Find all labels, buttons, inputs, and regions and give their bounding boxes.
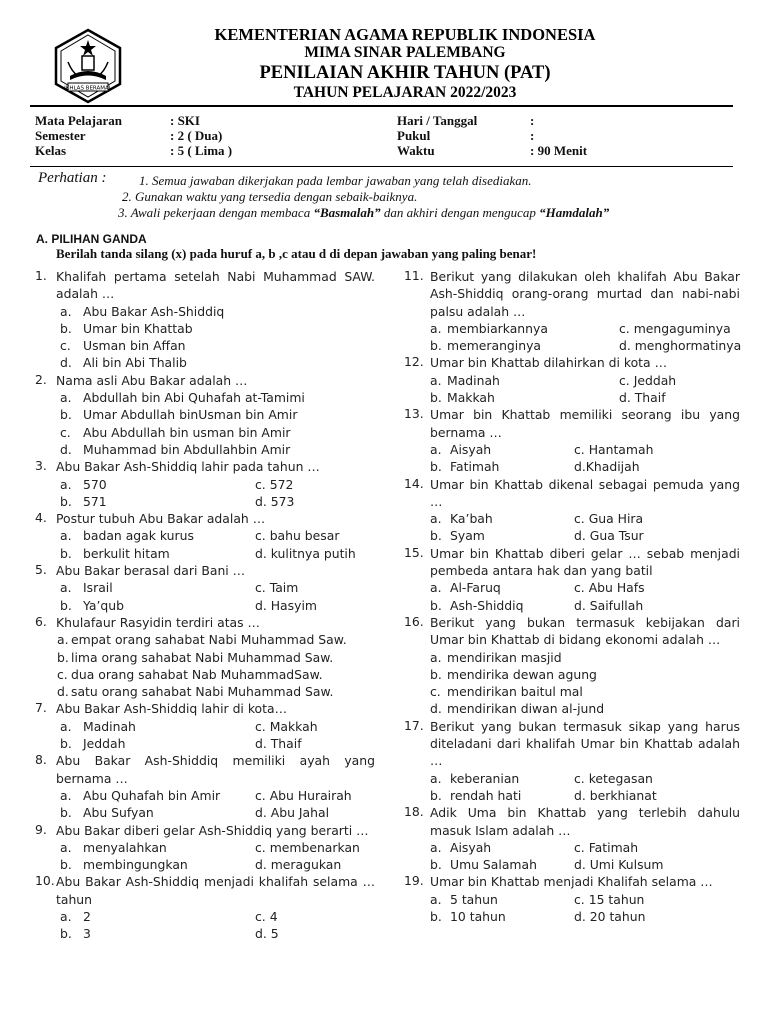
- questions-left-column: [35, 268, 375, 943]
- option-letter[interactable]: b.: [430, 528, 442, 544]
- question-text: Abu Bakar Ash-Shiddiq lahir di kota…: [56, 701, 287, 717]
- option-text: Abu Bakar Ash-Shiddiq: [83, 303, 225, 319]
- option-text: Madinah: [447, 372, 500, 388]
- note-3: 3. Awali pekerjaan dengan membaca “Basmalah” dan akhiri dengan mengucap “Hamdalah”: [118, 205, 610, 220]
- option-text[interactable]: d. Thaif: [619, 390, 666, 406]
- option-letter[interactable]: a.: [60, 528, 72, 544]
- option-row[interactable]: [404, 908, 740, 925]
- option-letter[interactable]: d.: [60, 355, 72, 371]
- option-text: Ka’bah: [450, 511, 493, 527]
- option-text[interactable]: d. 573: [255, 493, 295, 509]
- option-text: mendirikan baitul mal: [447, 684, 583, 700]
- question-number: 3.: [35, 458, 47, 474]
- question-text: Berikut yang dilakukan oleh khalifah Abu Bakar Ash-Shiddiq orang-orang murtad dan nabi-nabi palsu adalah …: [430, 269, 740, 319]
- option-text: Madinah: [83, 718, 136, 734]
- question-10: [35, 873, 375, 942]
- question-13: [404, 406, 740, 475]
- option-text: Abu Quhafah bin Amir: [83, 787, 221, 803]
- question-number: 9.: [35, 821, 47, 837]
- question-7: [35, 700, 375, 752]
- option-text[interactable]: d. Abu Jahal: [255, 805, 330, 821]
- option-row[interactable]: [35, 908, 375, 925]
- question-number: 7.: [35, 700, 47, 716]
- question-number: 15.: [404, 544, 424, 560]
- kemenag-logo-icon: [48, 26, 128, 106]
- kelas-value: : 5 ( Lima ): [170, 143, 233, 158]
- option-text: Abdullah bin Abi Quhafah at-Tamimi: [83, 390, 305, 406]
- question-text: Umar bin Khattab diberi gelar … sebab menjadi pembeda antara hak dan yang batil: [430, 545, 740, 579]
- option-row[interactable]: [35, 787, 375, 804]
- question-text: Khalifah pertama setelah Nabi Muhammad SAW. adalah …: [56, 269, 375, 302]
- question-number: 16.: [404, 613, 424, 629]
- option-letter[interactable]: b.: [430, 597, 442, 613]
- option-letter[interactable]: d.: [57, 684, 69, 700]
- option-row[interactable]: [404, 666, 740, 683]
- option-letter[interactable]: b.: [60, 407, 72, 423]
- option-text: Umar Abdullah binUsman bin Amir: [83, 407, 298, 423]
- question-15: [404, 545, 740, 614]
- option-row[interactable]: [35, 718, 375, 735]
- option-letter[interactable]: b.: [60, 493, 72, 509]
- option-text[interactable]: d. Saifullah: [574, 597, 644, 613]
- note-2: 2. Gunakan waktu yang tersedia dengan sebaik-baiknya.: [122, 189, 418, 204]
- option-text[interactable]: c. membenarkan: [255, 839, 360, 855]
- question-number: 1.: [35, 268, 47, 283]
- option-row[interactable]: [404, 649, 740, 666]
- option-row[interactable]: [35, 579, 375, 596]
- option-letter[interactable]: a.: [60, 580, 72, 596]
- option-text[interactable]: d. 5: [255, 926, 279, 942]
- pukul-value: :: [530, 128, 535, 143]
- question-number: 19.: [404, 873, 424, 889]
- option-letter[interactable]: b.: [430, 338, 442, 354]
- option-letter[interactable]: b.: [430, 857, 442, 873]
- question-5: [35, 562, 375, 614]
- option-text: mendirikan masjid: [447, 649, 562, 665]
- option-row[interactable]: [35, 441, 375, 458]
- option-letter[interactable]: d.: [60, 441, 72, 457]
- option-letter[interactable]: c.: [60, 424, 71, 440]
- option-row[interactable]: [35, 925, 375, 942]
- option-row[interactable]: [404, 787, 740, 804]
- option-text: Ya’qub: [83, 597, 124, 613]
- option-text[interactable]: d. kulitnya putih: [255, 545, 356, 561]
- option-text[interactable]: c. mengaguminya: [619, 320, 731, 336]
- option-row[interactable]: [404, 770, 740, 787]
- option-text: dua orang sahabat Nab MuhammadSaw.: [71, 666, 323, 682]
- option-letter[interactable]: a.: [430, 580, 442, 596]
- option-text[interactable]: c. Makkah: [255, 718, 318, 734]
- option-letter[interactable]: a.: [60, 908, 72, 924]
- question-17: [404, 718, 740, 804]
- option-row[interactable]: [35, 683, 375, 700]
- option-text[interactable]: d. meragukan: [255, 857, 342, 873]
- option-text[interactable]: c. Jeddah: [619, 372, 677, 388]
- letterhead: [130, 26, 680, 102]
- option-row[interactable]: [35, 320, 375, 337]
- question-text: Khulafaur Rasyidin terdiri atas …: [56, 614, 260, 630]
- question-text: Umar bin Khattab dikenal sebagai pemuda yang …: [430, 476, 740, 509]
- option-text: Abu Abdullah bin usman bin Amir: [83, 424, 291, 440]
- question-number: 13.: [404, 406, 424, 422]
- option-text: 2: [83, 908, 91, 924]
- question-text: Abu Bakar Ash-Shiddiq menjadi khalifah selama … tahun: [56, 874, 375, 907]
- option-letter[interactable]: c.: [430, 684, 441, 700]
- notes-heading: Perhatian :: [38, 170, 107, 186]
- option-text[interactable]: d. Hasyim: [255, 597, 317, 613]
- option-text: Umar bin Khattab: [83, 320, 193, 336]
- question-number: 5.: [35, 562, 47, 578]
- question-number: 4.: [35, 510, 47, 526]
- question-text: Abu Bakar diberi gelar Ash-Shiddiq yang berarti …: [56, 822, 369, 838]
- option-text: badan agak kurus: [83, 528, 194, 544]
- option-row[interactable]: [35, 804, 375, 821]
- option-text: Usman bin Affan: [83, 338, 186, 354]
- option-text: Fatimah: [450, 459, 500, 475]
- option-letter[interactable]: a.: [60, 787, 72, 803]
- option-row[interactable]: [35, 354, 375, 371]
- option-text[interactable]: c. Taim: [255, 580, 299, 596]
- option-letter[interactable]: b.: [60, 320, 72, 336]
- option-letter[interactable]: b.: [60, 597, 72, 613]
- option-text: Aisyah: [450, 839, 492, 855]
- question-11: [404, 268, 740, 354]
- option-row[interactable]: [35, 545, 375, 562]
- question-9: [35, 822, 375, 874]
- option-letter[interactable]: a.: [430, 770, 442, 786]
- question-text: Abu Bakar Ash-Shiddiq memiliki ayah yang bernama …: [56, 753, 375, 786]
- option-text: Jeddah: [83, 736, 126, 752]
- option-text: berkulit hitam: [83, 545, 170, 561]
- header-divider: [30, 105, 733, 107]
- question-text: Berikut yang bukan termasuk kebijakan dari Umar bin Khattab di bidang ekonomi adalah …: [430, 614, 740, 648]
- option-letter[interactable]: b.: [60, 545, 72, 561]
- question-14: [404, 476, 740, 545]
- question-18: [404, 804, 740, 873]
- option-text[interactable]: c. Abu Hafs: [574, 580, 645, 596]
- option-text[interactable]: c. Abu Hurairah: [255, 787, 352, 803]
- option-row[interactable]: [35, 631, 375, 648]
- hari-label: Hari / Tanggal: [397, 113, 478, 128]
- option-letter[interactable]: c.: [60, 338, 71, 354]
- option-row[interactable]: [35, 649, 375, 666]
- option-text: 571: [83, 493, 107, 509]
- option-text[interactable]: c. Gua Hira: [574, 511, 644, 527]
- option-text: 10 tahun: [450, 908, 506, 924]
- question-number: 8.: [35, 752, 47, 768]
- question-number: 6.: [35, 613, 47, 629]
- option-row[interactable]: [35, 597, 375, 614]
- option-text: 5 tahun: [450, 891, 498, 907]
- option-text[interactable]: d. berkhianat: [574, 787, 657, 803]
- option-text: satu orang sahabat Nabi Muhammad Saw.: [71, 684, 334, 700]
- option-text: 3: [83, 926, 91, 942]
- option-row[interactable]: [35, 527, 375, 544]
- option-row[interactable]: [404, 441, 740, 458]
- identity-divider: [30, 166, 733, 167]
- question-text: Abu Bakar Ash-Shiddiq lahir pada tahun …: [56, 459, 320, 475]
- question-number: 2.: [35, 371, 47, 387]
- option-row[interactable]: [404, 320, 740, 337]
- option-text[interactable]: d. menghormatinya: [619, 338, 742, 354]
- option-text: Umu Salamah: [450, 857, 537, 873]
- ministry-name: KEMENTERIAN AGAMA REPUBLIK INDONESIA: [214, 25, 596, 44]
- option-text[interactable]: c. ketegasan: [574, 770, 653, 786]
- option-letter[interactable]: c.: [57, 666, 68, 682]
- question-3: [35, 458, 375, 510]
- option-row[interactable]: [35, 406, 375, 423]
- option-row[interactable]: [35, 735, 375, 752]
- option-text[interactable]: c. 4: [255, 908, 278, 924]
- option-letter[interactable]: a.: [430, 511, 442, 527]
- option-letter[interactable]: a.: [60, 476, 72, 492]
- semester-value: : 2 ( Dua): [170, 128, 223, 143]
- option-row[interactable]: [35, 337, 375, 354]
- option-text[interactable]: d.Khadijah: [574, 459, 640, 475]
- school-name: MIMA SINAR PALEMBANG: [304, 44, 506, 61]
- question-number: 11.: [404, 268, 424, 283]
- option-row[interactable]: [404, 891, 740, 908]
- option-text: Makkah: [447, 390, 495, 406]
- question-6: [35, 614, 375, 700]
- option-text: Israil: [83, 580, 113, 596]
- option-text[interactable]: d. Umi Kulsum: [574, 857, 664, 873]
- option-text[interactable]: d. Thaif: [255, 736, 302, 752]
- option-letter[interactable]: a.: [430, 839, 442, 855]
- option-letter[interactable]: a.: [430, 441, 442, 457]
- option-letter[interactable]: b.: [60, 857, 72, 873]
- question-number: 18.: [404, 804, 424, 820]
- exam-identity: [35, 113, 735, 158]
- question-text: Berikut yang bukan termasuk sikap yang harus diteladani dari khalifah Umar bin Khattab adalah …: [430, 718, 740, 769]
- option-text[interactable]: c. Hantamah: [574, 441, 654, 457]
- question-text: Adik Uma bin Khattab yang terlebih dahulu masuk Islam adalah …: [430, 805, 740, 838]
- academic-year: TAHUN PELAJARAN 2022/2023: [293, 84, 517, 101]
- pukul-label: Pukul: [397, 128, 431, 143]
- option-row[interactable]: [35, 303, 375, 320]
- option-text: empat orang sahabat Nabi Muhammad Saw.: [71, 632, 347, 648]
- option-text[interactable]: c. bahu besar: [255, 528, 340, 544]
- question-text: Postur tubuh Abu Bakar adalah …: [56, 511, 266, 527]
- option-text: Aisyah: [450, 441, 492, 457]
- option-row[interactable]: [35, 856, 375, 873]
- question-number: 14.: [404, 475, 424, 491]
- question-text: Abu Bakar berasal dari Bani …: [56, 563, 246, 579]
- hari-value: :: [530, 113, 535, 128]
- option-text: lima orang sahabat Nabi Muhammad Saw.: [71, 649, 334, 665]
- option-row[interactable]: [404, 389, 740, 406]
- option-text: membingungkan: [83, 857, 188, 873]
- option-row[interactable]: [35, 424, 375, 441]
- option-letter[interactable]: a.: [430, 320, 442, 336]
- question-text: Umar bin Khattab memiliki seorang ibu yang bernama …: [430, 407, 740, 440]
- option-text: rendah hati: [450, 787, 522, 803]
- option-text: Abu Sufyan: [83, 805, 154, 821]
- semester-label: Semester: [35, 128, 86, 143]
- questions-right-column: [404, 268, 740, 925]
- question-4: [35, 510, 375, 562]
- option-text: membiarkannya: [447, 320, 548, 336]
- option-text: Syam: [450, 528, 485, 544]
- option-letter[interactable]: b.: [60, 805, 72, 821]
- question-8: [35, 752, 375, 821]
- option-letter[interactable]: a.: [60, 390, 72, 406]
- option-text: Muhammad bin Abdullahbin Amir: [83, 441, 291, 457]
- option-row[interactable]: [404, 372, 740, 389]
- option-text: Al-Faruq: [450, 580, 501, 596]
- question-number: 10.: [35, 873, 55, 889]
- option-row[interactable]: [404, 700, 740, 717]
- option-letter[interactable]: b.: [430, 908, 442, 924]
- question-2: [35, 372, 375, 458]
- option-letter[interactable]: a.: [57, 632, 69, 648]
- option-row[interactable]: [404, 458, 740, 475]
- option-letter[interactable]: a.: [430, 372, 442, 388]
- mapel-label: Mata Pelajaran: [35, 113, 123, 128]
- option-text: 570: [83, 476, 107, 492]
- option-letter[interactable]: b.: [60, 736, 72, 752]
- exam-title: PENILAIAN AKHIR TAHUN (PAT): [259, 63, 551, 83]
- option-letter[interactable]: d.: [430, 701, 442, 717]
- option-row[interactable]: [35, 839, 375, 856]
- option-letter[interactable]: b.: [60, 926, 72, 942]
- kelas-label: Kelas: [35, 143, 67, 158]
- option-row[interactable]: [35, 476, 375, 493]
- option-text[interactable]: d. 20 tahun: [574, 908, 646, 924]
- option-text: mendirika dewan agung: [447, 666, 597, 682]
- question-19: [404, 873, 740, 925]
- question-12: [404, 354, 740, 406]
- option-letter[interactable]: a.: [60, 839, 72, 855]
- option-letter[interactable]: b.: [430, 787, 442, 803]
- option-letter[interactable]: b.: [57, 649, 69, 665]
- option-row[interactable]: [404, 683, 740, 700]
- option-text[interactable]: c. Fatimah: [574, 839, 639, 855]
- option-row[interactable]: [404, 839, 740, 856]
- option-text[interactable]: c. 15 tahun: [574, 891, 645, 907]
- option-letter[interactable]: a.: [60, 303, 72, 319]
- question-text: Nama asli Abu Bakar adalah …: [56, 372, 248, 388]
- option-text: menyalahkan: [83, 839, 167, 855]
- option-row[interactable]: [35, 493, 375, 510]
- option-text: Ali bin Abi Thalib: [83, 355, 187, 371]
- logo-text: IKHLAS BERAMAL: [64, 85, 112, 92]
- option-text: memeranginya: [447, 338, 542, 354]
- question-number: 17.: [404, 717, 424, 733]
- waktu-value: : 90 Menit: [530, 143, 588, 158]
- option-row[interactable]: [404, 597, 740, 614]
- option-row[interactable]: [404, 579, 740, 596]
- option-letter[interactable]: a.: [60, 718, 72, 734]
- mapel-value: : SKI: [170, 113, 200, 128]
- section-title: A. PILIHAN GANDA: [36, 232, 147, 246]
- option-row[interactable]: [404, 527, 740, 544]
- note-1: 1. Semua jawaban dikerjakan pada lembar jawaban yang telah disediakan.: [139, 173, 532, 188]
- option-letter[interactable]: a.: [430, 649, 442, 665]
- question-1: [35, 268, 375, 372]
- option-letter[interactable]: b.: [430, 390, 442, 406]
- option-row[interactable]: [404, 856, 740, 873]
- question-text: Umar bin Khattab dilahirkan di kota …: [430, 355, 667, 371]
- option-row[interactable]: [404, 337, 740, 354]
- option-text[interactable]: d. Gua Tsur: [574, 528, 644, 544]
- waktu-label: Waktu: [397, 143, 435, 158]
- option-letter[interactable]: b.: [430, 666, 442, 682]
- question-text: Umar bin Khattab menjadi Khalifah selama …: [430, 874, 713, 890]
- option-text: Ash-Shiddiq: [450, 597, 524, 613]
- option-letter[interactable]: b.: [430, 459, 442, 475]
- option-text: keberanian: [450, 770, 520, 786]
- option-text[interactable]: c. 572: [255, 476, 294, 492]
- question-number: 12.: [404, 354, 424, 370]
- question-16: [404, 614, 740, 718]
- option-text: mendirikan diwan al-jund: [447, 701, 605, 717]
- option-row[interactable]: [35, 666, 375, 683]
- option-letter[interactable]: a.: [430, 891, 442, 907]
- option-row[interactable]: [404, 510, 740, 527]
- section-instruction: Berilah tanda silang (x) pada huruf a, b ,c atau d di depan jawaban yang paling benar!: [56, 246, 537, 261]
- option-row[interactable]: [35, 389, 375, 406]
